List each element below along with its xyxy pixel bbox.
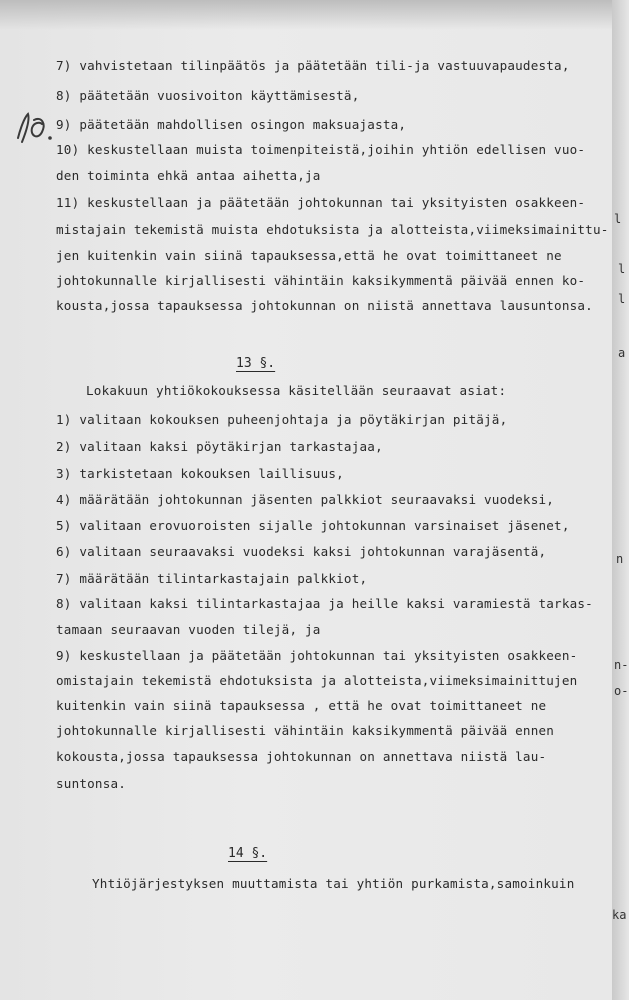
margin-fragment: l xyxy=(618,262,626,276)
list-item: 10) keskustellaan muista toimenpiteistä,joihin yhtiön edellisen vuo- xyxy=(56,142,586,157)
next-page-edge xyxy=(612,0,629,1000)
list-item: 2) valitaan kaksi pöytäkirjan tarkastajaa, xyxy=(56,439,383,454)
section-heading: 14 §. xyxy=(228,846,268,861)
margin-fragment: n- xyxy=(614,658,629,672)
margin-fragment: l xyxy=(614,212,622,226)
list-item: kousta,jossa tapauksessa johtokunnan on niistä annettava lausuntonsa. xyxy=(56,298,593,313)
list-item: 7) määrätään tilintarkastajain palkkiot, xyxy=(56,571,368,586)
paragraph-line: Yhtiöjärjestyksen muuttamista tai yhtiön purkamista,samoinkuin xyxy=(92,876,575,891)
list-item: 9) keskustellaan ja päätetään johtokunnan tai yksityisten osakkeen- xyxy=(56,648,578,663)
section-intro: Lokakuun yhtiökokouksessa käsitellään seuraavat asiat: xyxy=(86,383,507,398)
list-item: 1) valitaan kokouksen puheenjohtaja ja pöytäkirjan pitäjä, xyxy=(56,412,508,427)
list-item: jen kuitenkin vain siinä tapauksessa,että he ovat toimittaneet ne xyxy=(56,248,562,263)
list-item: 5) valitaan erovuoroisten sijalle johtokunnan varsinaiset jäsenet, xyxy=(56,518,570,533)
section-heading: 13 §. xyxy=(236,356,276,371)
handwritten-mark-icon xyxy=(12,108,58,148)
list-item: 6) valitaan seuraavaksi vuodeksi kaksi johtokunnan varajäsentä, xyxy=(56,544,547,559)
margin-fragment: n xyxy=(616,552,624,566)
list-item: suntonsa. xyxy=(56,776,127,791)
margin-fragment: l xyxy=(618,292,626,306)
margin-fragment: ka xyxy=(612,908,627,922)
list-item: 11) keskustellaan ja päätetään johtokunnan tai yksityisten osakkeen- xyxy=(56,195,586,210)
list-item: 7) vahvistetaan tilinpäätös ja päätetään tili-ja vastuuvapaudesta, xyxy=(56,58,570,73)
list-item: 8) päätetään vuosivoiton käyttämisestä, xyxy=(56,88,360,103)
margin-fragment: o- xyxy=(614,684,629,698)
list-item: omistajain tekemistä ehdotuksista ja alotteista,viimeksimainittujen xyxy=(56,673,578,688)
list-item: kokousta,jossa tapauksessa johtokunnan on annettava niistä lau- xyxy=(56,749,547,764)
list-item: johtokunnalle kirjallisesti vähintäin kaksikymmentä päivää ennen ko- xyxy=(56,273,586,288)
list-item: 9) päätetään mahdollisen osingon maksuajasta, xyxy=(56,117,407,132)
list-item: den toiminta ehkä antaa aihetta,ja xyxy=(56,168,321,183)
list-item: mistajain tekemistä muista ehdotuksista ja alotteista,viimeksimainittu- xyxy=(56,222,609,237)
list-item: 3) tarkistetaan kokouksen laillisuus, xyxy=(56,466,344,481)
list-item: tamaan seuraavan vuoden tilejä, ja xyxy=(56,622,321,637)
list-item: 8) valitaan kaksi tilintarkastajaa ja heille kaksi varamiestä tarkas- xyxy=(56,596,593,611)
list-item: 4) määrätään johtokunnan jäsenten palkkiot seuraavaksi vuodeksi, xyxy=(56,492,555,507)
list-item: kuitenkin vain siinä tapauksessa , että he ovat toimittaneet ne xyxy=(56,698,547,713)
list-item: johtokunnalle kirjallisesti vähintäin kaksikymmentä päivää ennen xyxy=(56,723,555,738)
margin-fragment: a xyxy=(618,346,626,360)
